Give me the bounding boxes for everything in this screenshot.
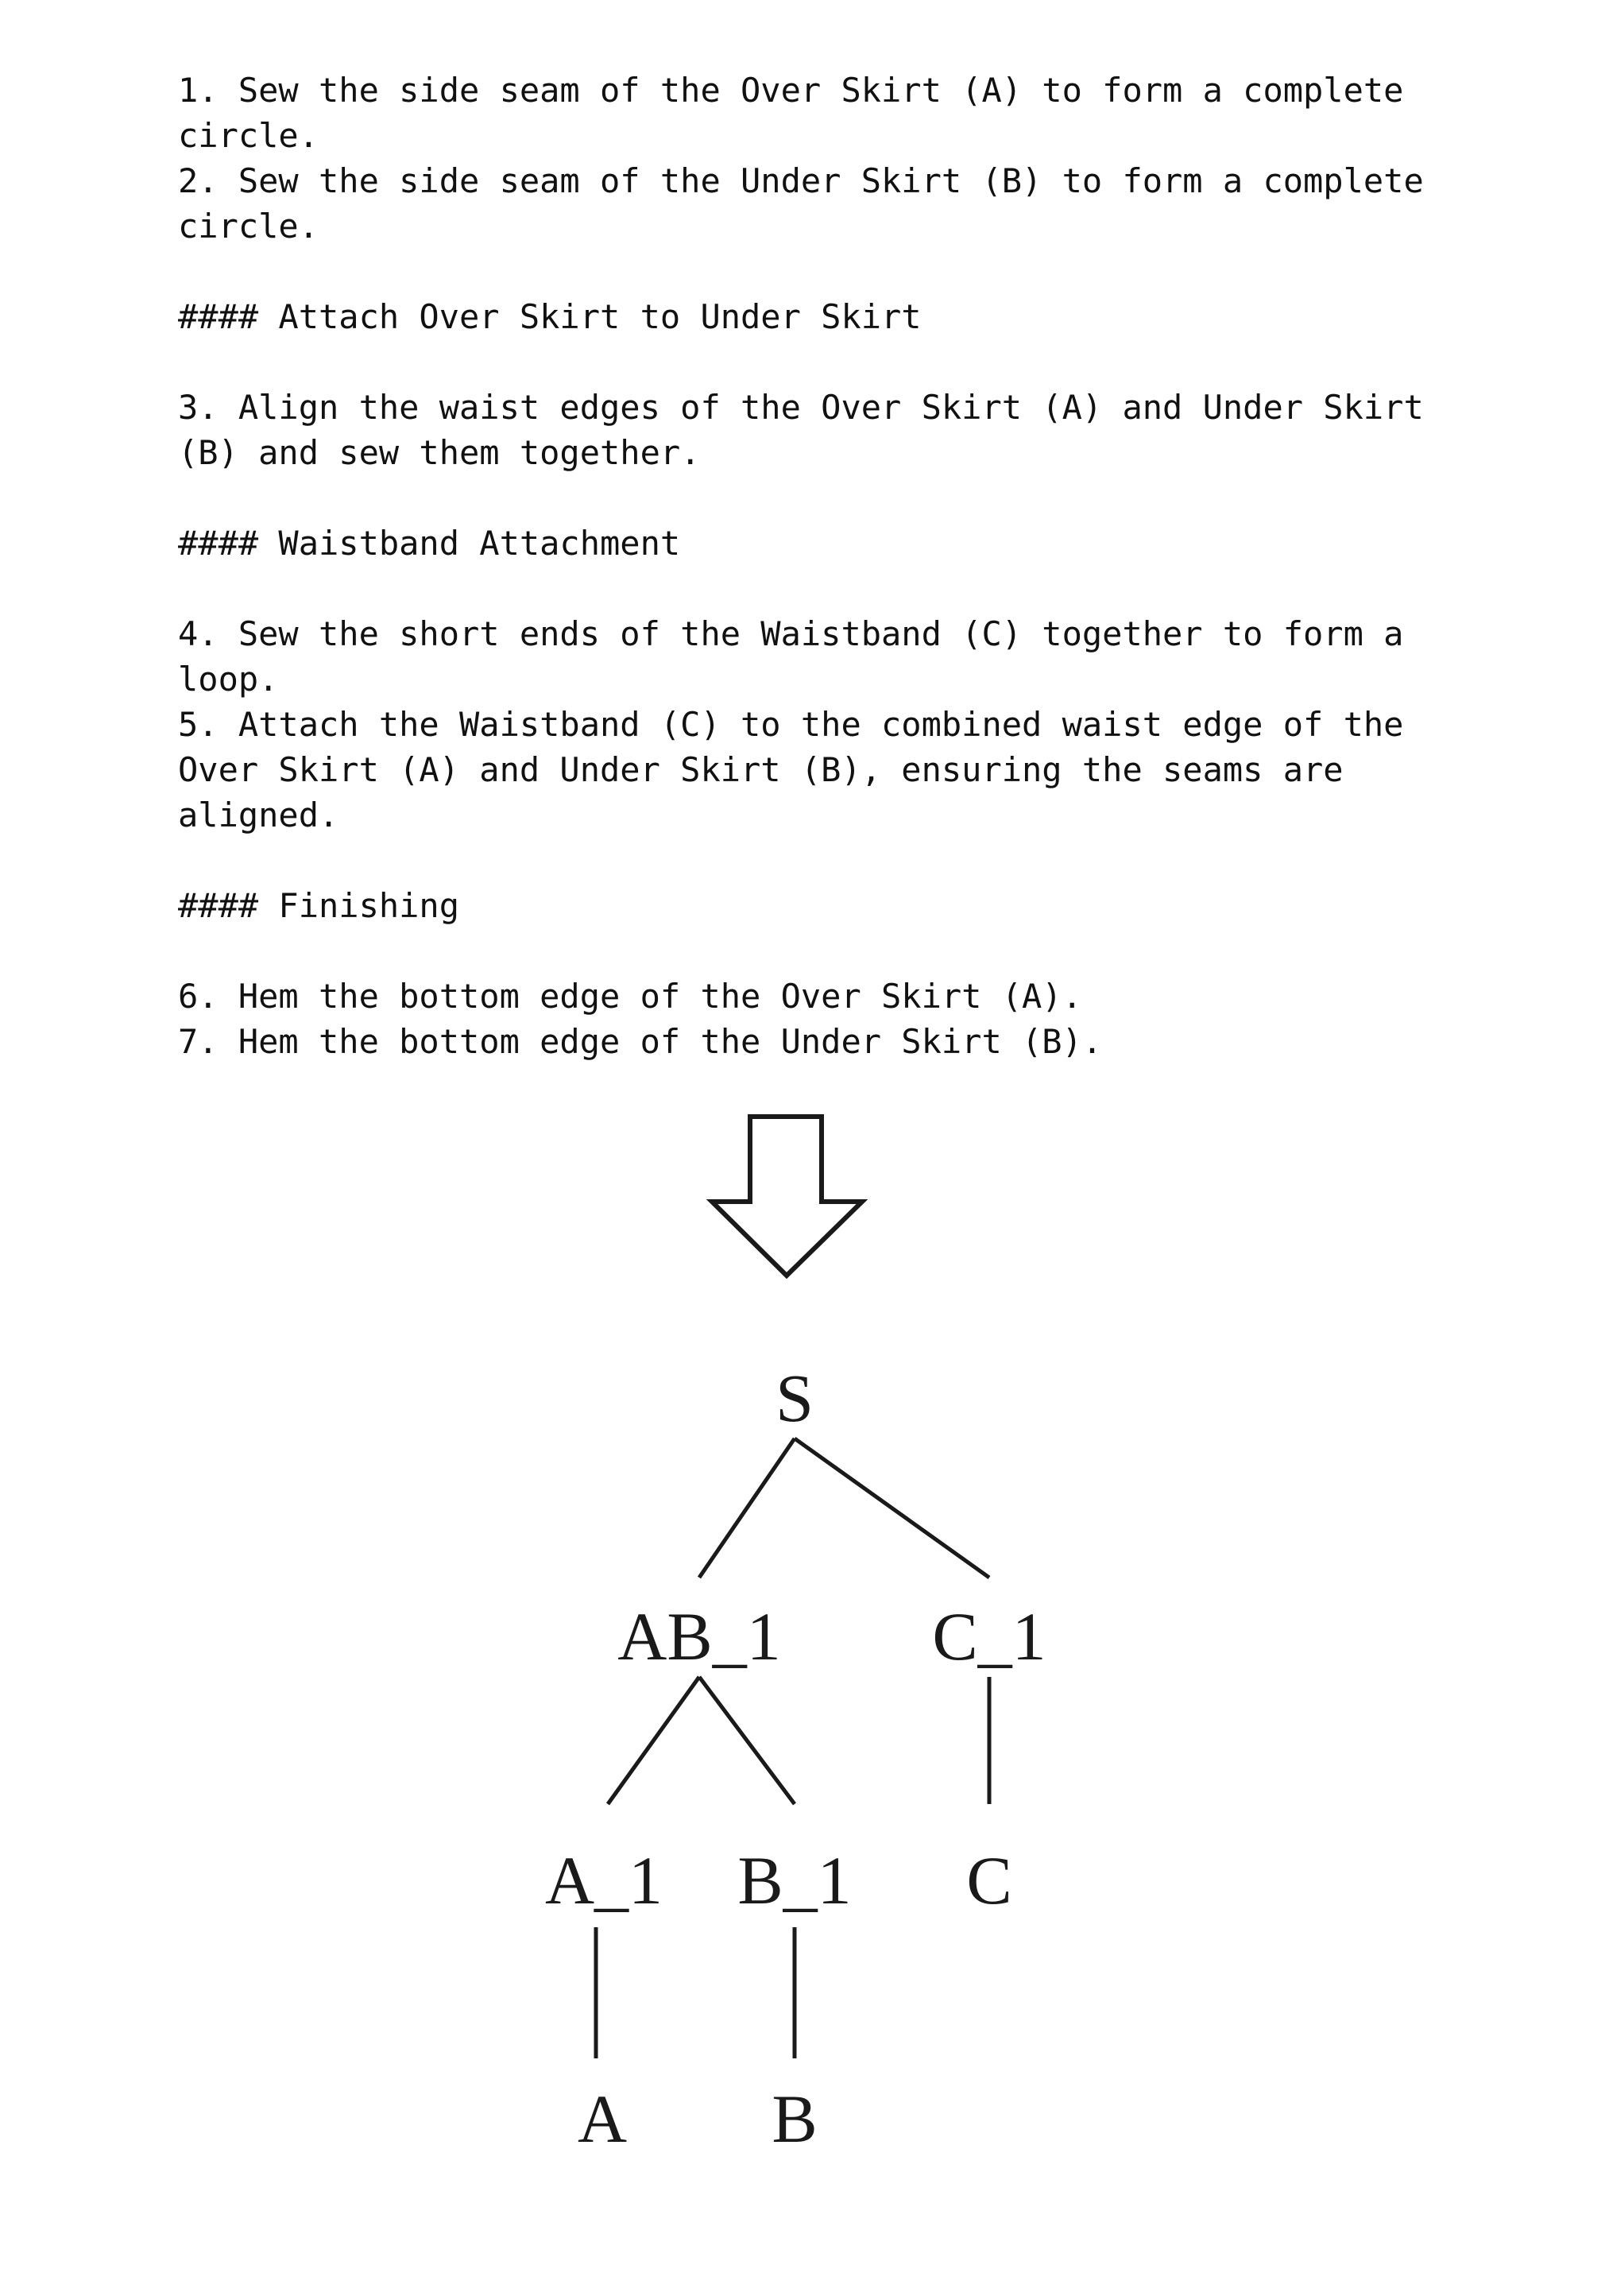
edge-AB_1-B_1 — [699, 1677, 795, 1804]
instruction-step: 4. Sew the short ends of the Waistband (C) together to form a loop. — [178, 614, 1404, 699]
edge-S-C_1 — [795, 1438, 989, 1578]
instruction-step: 1. Sew the side seam of the Over Skirt (A) to form a complete circle. — [178, 71, 1404, 155]
section-heading: #### Attach Over Skirt to Under Skirt — [178, 297, 922, 336]
section-heading: #### Finishing — [178, 886, 460, 925]
down-arrow-outline-icon — [712, 1117, 862, 1276]
edge-S-AB_1 — [699, 1438, 795, 1578]
tree-edges — [596, 1438, 989, 2058]
tree-node-B_1: B_1 — [737, 1842, 852, 1918]
tree-node-S: S — [775, 1360, 814, 1436]
tree-node-AB_1: AB_1 — [617, 1598, 781, 1675]
tree-node-A_1: A_1 — [544, 1842, 663, 1918]
instruction-step: 5. Attach the Waistband (C) to the combined waist edge of the Over Skirt (A) and Under Skirt (B), ensuring the seams are aligned. — [178, 705, 1404, 834]
tree-node-C_1: C_1 — [932, 1598, 1046, 1675]
section-heading: #### Waistband Attachment — [178, 524, 681, 563]
instruction-step: 6. Hem the bottom edge of the Over Skirt (A). — [178, 977, 1082, 1016]
instruction-step: 2. Sew the side seam of the Under Skirt (B) to form a complete circle. — [178, 161, 1424, 246]
tree-node-A: A — [577, 2081, 628, 2157]
edge-AB_1-A_1 — [608, 1677, 699, 1804]
instruction-step: 3. Align the waist edges of the Over Skirt (A) and Under Skirt (B) and sew them together. — [178, 388, 1424, 472]
instruction-step: 7. Hem the bottom edge of the Under Skirt (B). — [178, 1022, 1103, 1061]
tree-node-C: C — [966, 1842, 1012, 1918]
tree-node-B: B — [772, 2081, 818, 2157]
